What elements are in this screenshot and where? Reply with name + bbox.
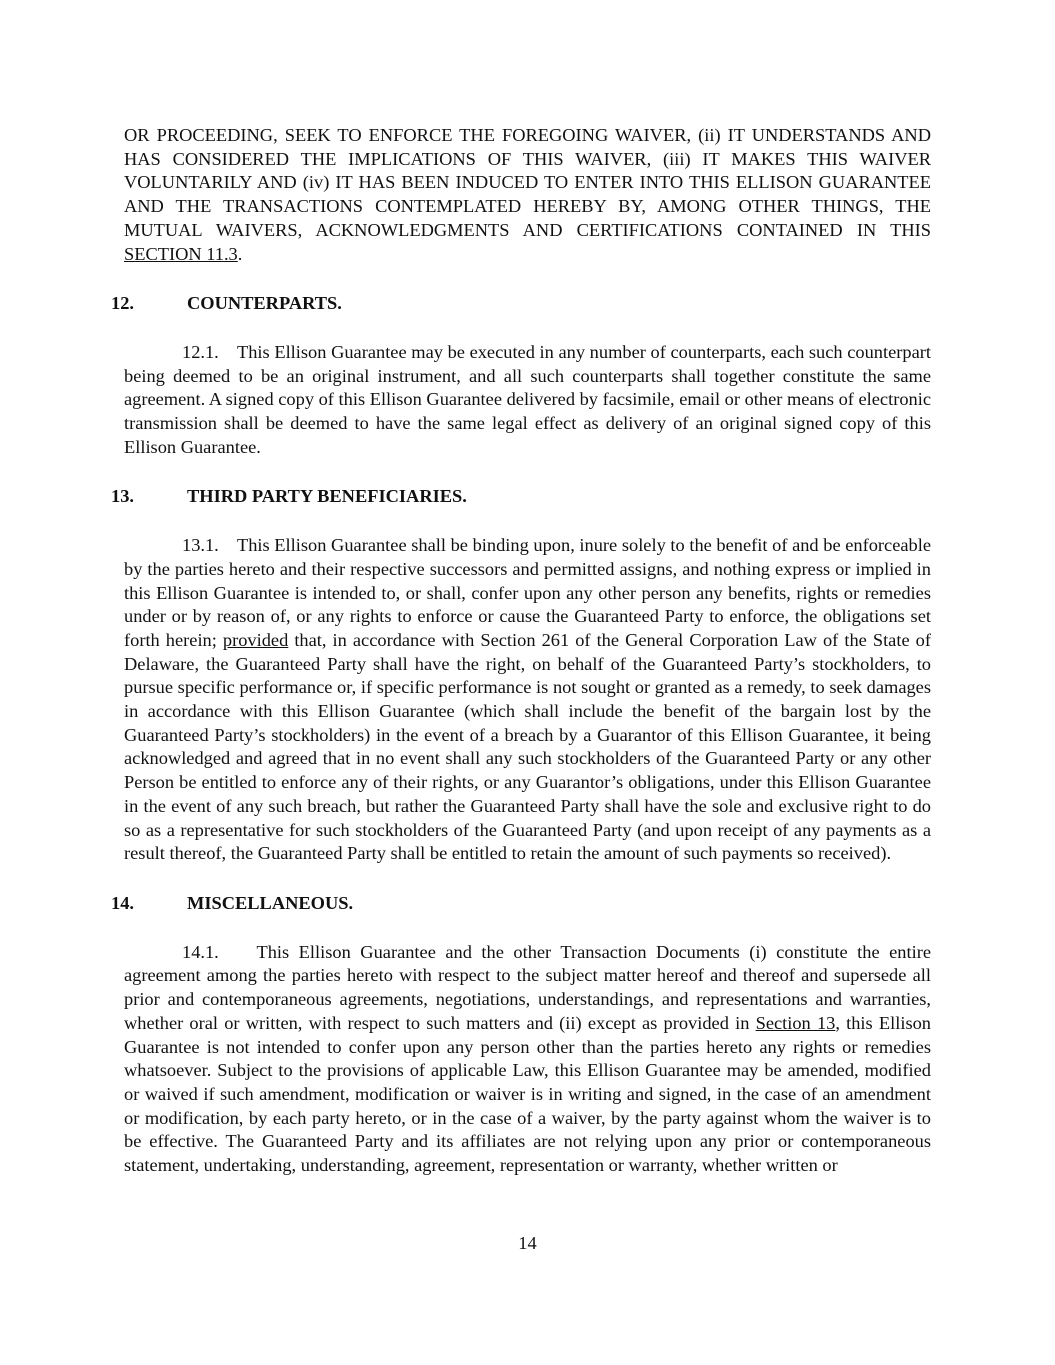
section-heading [111,485,931,509]
section-reference: Section 13 [755,1012,836,1033]
continuation-end: . [237,243,243,264]
section-heading [111,892,931,916]
clause-paragraph [124,341,931,460]
section-reference: SECTION 11.3 [124,243,238,264]
section-title: COUNTERPARTS. [187,293,342,314]
section-number: 14. [111,892,134,913]
clause-paragraph [124,941,931,1178]
clause-text: This Ellison Guarantee may be executed in any number of counterparts, each such counterpart being deemed to be an original instrument, and all such counterparts shall together constitute the same agreement. A signed copy of this Ellison Guarantee delivered by facsimile, email or other means of electronic transmission shall be deemed to have the same legal effect as delivery of an original signed copy of this Ellison Guarantee. [124,341,931,457]
clause-text: This Ellison Guarantee shall be binding upon, inure solely to the benefit of and be enforceable by the parties hereto and their respective successors and permitted assigns, and nothing express or implied in this Ellison Guarantee is intended to, or shall, confer upon any other person any benefits, rights or remedies under or by reason of, or any rights to enforce or cause the Guaranteed Party to enforce, the obligations set forth herein; [124,535,932,650]
clause-number: 13.1. [182,535,219,556]
page-number: 14 [518,1233,537,1253]
section-title: THIRD PARTY BENEFICIARIES. [187,486,467,507]
section-number: 13. [111,486,134,507]
underlined-term: provided [222,629,289,650]
clause-number: 12.1. [182,341,219,362]
continuation-text: OR PROCEEDING, SEEK TO ENFORCE THE FOREGOING WAIVER, (ii) IT UNDERSTANDS AND HAS CONSIDERED THE IMPLICATIONS OF THIS WAIVER, (iii) IT MAKES THIS WAIVER VOLUNTARILY AND (iv) IT HAS BEEN INDUCED TO ENTER INTO THIS ELLISON GUARANTEE AND THE TRANSACTIONS CONTEMPLATED HEREBY BY, AMONG OTHER THINGS, THE MUTUAL WAIVERS, ACKNOWLEDGMENTS AND CERTIFICATIONS CONTAINED IN THIS [124,125,931,240]
clause-paragraph [124,534,931,866]
section-title: MISCELLANEOUS. [187,892,354,913]
clause-text-continued: , this Ellison Guarantee is not intended to confer upon any person other than the parties hereto any rights or remedies whatsoever. Subject to the provisions of applicable Law, this Ellison Guarantee may be amended, modified or waived if such amendment, modification or waiver is in writing and signed, in the case of an amendment or modification, by each party hereto, or in the case of a waiver, by the party against whom the waiver is to be effective. The Guaranteed Party and its affiliates are not relying upon any prior or contemporaneous statement, undertaking, understanding, agreement, representation or warranty, whether written or [124,1012,932,1176]
page-content [111,124,932,1178]
clause-text: This Ellison Guarantee and the other Transaction Documents (i) constitute the entire agreement among the parties hereto with respect to the subject matter hereof and thereof and supersede all prior and contemporaneous agreements, negotiations, understandings, and representations and warranties, whether oral or written, with respect to such matters and (ii) except as provided in [124,941,932,1033]
section-heading [111,292,931,316]
clause-text-continued: that, in accordance with Section 261 of the General Corporation Law of the State of Delaware, the Guaranteed Party shall have the right, on behalf of the Guaranteed Party’s stockholders, to pursue specific performance or, if specific performance is not sought or granted as a remedy, to seek damages in accordance with this Ellison Guarantee (which shall include the benefit of the bargain lost by the Guaranteed Party’s stockholders) in the event of a breach by a Guarantor of this Ellison Guarantee, it being acknowledged and agreed that in no event shall any such stockholders of the Guaranteed Party or any other Person be entitled to enforce any of their rights, or any Guarantor’s obligations, under this Ellison Guarantee in the event of any such breach, but rather the Guaranteed Party shall have the sole and exclusive right to do so as a representative for such stockholders of the Guaranteed Party (and upon receipt of any payments as a result thereof, the Guaranteed Party shall be entitled to retain the amount of such payments so received). [124,629,931,864]
section-number: 12. [111,293,134,314]
continuation-paragraph [124,124,931,266]
clause-number: 14.1. [182,941,219,962]
